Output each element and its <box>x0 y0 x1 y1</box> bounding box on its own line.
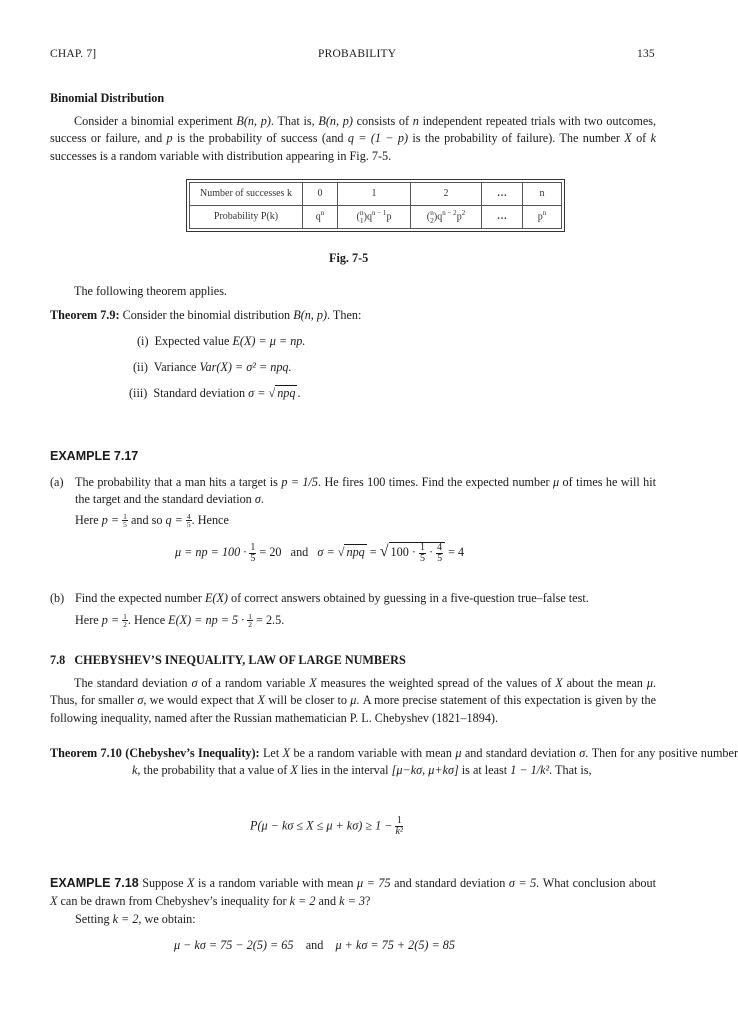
table-cell: $q^n$ <box>303 206 338 229</box>
table-cell: 0 <box>303 183 338 206</box>
example-7-18: EXAMPLE 7.18 Suppose X is a random variable with mean μ = 75 and standard deviation σ = 5. What conclusion about X can be drawn from Chebyshev’s inequality for k = 2 and k = 3? <box>50 876 656 908</box>
section-7-8-paragraph: The standard deviation σ of a random variable X measures the weighted spread of the values of X about the mean μ. Thus, for smaller σ, we would expect that X will be closer to μ. A more precise statement of this expectation is given by the following inequality, named after the Russian mathematician P. L. Chebyshev (1821–1894). <box>50 676 657 725</box>
table-cell: 2 <box>411 183 482 206</box>
example-7-17-equation: μ = np = 100 · $\frac{1}{5}$ = 20 and σ = √ npq = √ 100 · $\frac{1}{5}$ · $\frac{4}{5}$ = 4 <box>175 541 465 564</box>
distribution-table <box>186 179 565 232</box>
table-cell: 1 <box>338 183 411 206</box>
row-label: Probability P(k) <box>190 206 303 229</box>
table-cell: ( n 2 )$q^{n - 2}p^2$ <box>411 206 482 229</box>
theorem-7-9: Theorem 7.9: Consider the binomial distribution B(n, p). Then: <box>50 308 362 322</box>
theorem-item: (iii) Standard deviation σ = √ npq . <box>129 386 301 400</box>
theorem-intro: The following theorem applies. <box>74 284 227 298</box>
table-row <box>190 183 562 206</box>
table-cell: … <box>482 206 523 229</box>
example-7-17-here: Here p = $\frac{1}{5}$ and so q = $\frac{4}{5}$ . Hence <box>75 511 229 529</box>
section-7-8-heading: 7.8 CHEBYSHEV’S INEQUALITY, LAW OF LARGE NUMBERS <box>50 653 406 667</box>
part-a-label: (a) <box>50 475 64 489</box>
figure-caption: Fig. 7-5 <box>329 251 369 265</box>
page-number: 135 <box>637 48 655 60</box>
example-7-18-equation: μ − kσ = 75 − 2(5) = 65 and μ + kσ = 75 + 2(5) = 85 <box>174 938 455 952</box>
row-label: Number of successes k <box>190 183 303 206</box>
chapter-label: CHAP. 7] <box>50 48 97 60</box>
running-title: PROBABILITY <box>318 48 397 60</box>
chebyshev-inequality: P(μ − kσ ≤ X ≤ μ + kσ) ≥ 1 − $\frac{1}{\text{k²}}$ <box>250 815 403 837</box>
example-7-18-setting: Setting k = 2, we obtain: <box>75 912 196 926</box>
part-b-label: (b) <box>50 591 65 605</box>
table-row <box>190 206 562 229</box>
table-cell: ( n 1 )$q^{n - 1}p$ <box>338 206 411 229</box>
example-7-17-a: The probability that a man hits a target is p = 1/5. He fires 100 times. Find the expected number μ of times he will hit the target and the standard deviation σ. <box>75 475 656 507</box>
table-cell: n <box>523 183 562 206</box>
theorem-7-10: Theorem 7.10 (Chebyshev’s Inequality): Let X be a random variable with mean μ and standard deviation σ. Then for any positive number k, the probability that a value of X lies in the interval [μ−kσ, μ+kσ] is at least 1 − 1/k². That is, <box>50 746 738 778</box>
example-7-17-heading: EXAMPLE 7.17 <box>50 449 139 463</box>
example-7-17-b: Find the expected number E(X) of correct answers obtained by guessing in a five-question true–false test. <box>75 591 589 605</box>
binomial-paragraph: Consider a binomial experiment B(n, p). That is, B(n, p) consists of n independent repeated trials with two outcomes, success or failure, and p is the probability of success (and q = (1 − p) is the probability of failure). The number X of k successes is a random variable with distribution appearing in Fig. 7-5. <box>50 114 657 163</box>
theorem-item: (ii) Variance Var(X) = σ² = npq. <box>133 360 292 374</box>
table-cell: $p^n$ <box>523 206 562 229</box>
theorem-item: (i) Expected value E(X) = μ = np. <box>137 334 306 348</box>
binomial-heading: Binomial Distribution <box>50 91 165 105</box>
table-cell: … <box>482 183 523 206</box>
example-7-17-b-answer: Here p = $\frac{1}{2}$ . Hence E(X) = np = 5 · $\frac{1}{2}$ = 2.5. <box>75 611 285 629</box>
